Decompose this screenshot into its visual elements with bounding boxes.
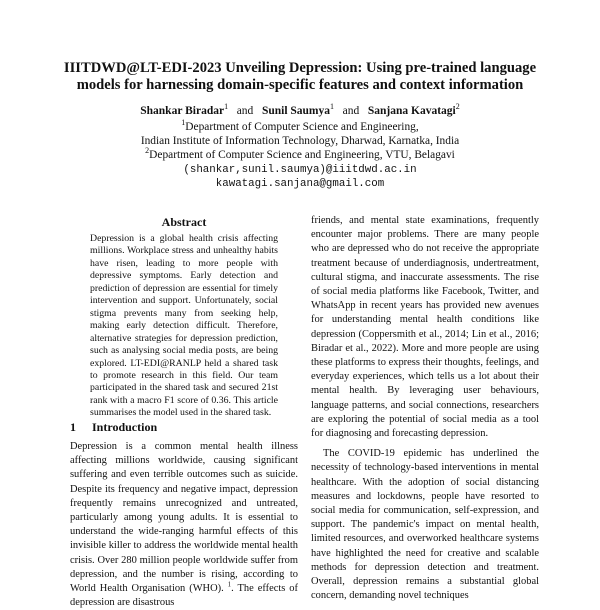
author-separator: and [236, 105, 254, 117]
section-title: Introduction [92, 420, 158, 434]
abstract-heading: Abstract [161, 215, 207, 229]
author-affiliation-mark: 1 [330, 102, 335, 112]
affiliation-mark: 2 [145, 146, 150, 156]
author-affiliation-mark: 1 [224, 102, 229, 112]
author-name: Sunil Saumya [261, 105, 331, 117]
right-paragraph-2: The COVID-19 epidemic has underlined the necessity of technology-based interventions in mental healthcare. With the adoption of social distancing measures and lockdowns, people have resorted to social media for communication, self-expression, and support. The pandemic's impact on mental health, limited resources, and overworked healthcare systems have highlighted the need for creative and scalable methods for depression detection and treatment. Overall, depression remains a substantial global concern, demanding novel techniques [311, 448, 539, 602]
paper-title [40, 60, 560, 94]
affiliation-2 [40, 148, 560, 162]
intro-text-continued: . The effects of depression are disastrous [70, 583, 298, 609]
affiliations [40, 120, 560, 191]
introduction-body: Depression is a common mental health illness affecting millions worldwide, causing significant suffering and even terrible outcomes such as suicide. Despite its frequency and negative impact, depression frequently remains unrecognized and untreated, particularly among young adults. It is essential to understand the wide-ranging harmful effects of this invisible killer to address the worldwide mental health crisis. Over 280 million people worldwide suffer from depression, and the number is rising, according to World Health Organisation (WHO). $^1$. The effects of depression are disastrous [70, 441, 298, 609]
author-list [40, 104, 560, 118]
affiliation-1-line-2: Indian Institute of Information Technology, Dharwad, Karnatka, India [140, 135, 460, 148]
intro-text: Depression is a common mental health illness affecting millions worldwide, causing significant suffering and even terrible outcomes such as suicide. Despite its frequency and negative impact, depression frequently remains unrecognized and untreated, particularly among young adults. It is essential to understand the wide-ranging harmful effects of this invisible killer to address the worldwide mental health crisis. Over 280 million people worldwide suffer from depression, and the number is rising, according to World Health Organisation (WHO) [70, 441, 298, 595]
affiliation-text: Department of Computer Science and Engineering, VTU, Belagavi [149, 149, 455, 162]
title-line-2: models for harnessing domain-specific features and context information [76, 77, 524, 93]
email-line-2: kawatagi.sanjana@gmail.com [215, 177, 385, 190]
affiliation-mark: 1 [181, 118, 186, 128]
affiliation-1-line-1 [40, 120, 560, 134]
author-affiliation-mark: 2 [455, 102, 460, 112]
abstract-body: Depression is a global health crisis affecting millions. Workplace stress and unhealthy habits have risen, leading to more people with depressive symptoms. Early detection and prediction of depression are essential for timely intervention and support. Unfortunately, social stigma prevents many from seeking help, making early detection difficult. Therefore, alternative strategies for depression prediction, such as analysing social media posts, are being explored. LT-EDI@RANLP held a shared task to promote research in this field. Our team participated in the shared task and secured 21st rank with a macro F1 score of 0.36. This article summarises the model used in the shared task. [90, 233, 278, 419]
author-name: Sanjana Kavatagi [367, 105, 456, 117]
title-line-1: IIITDWD@LT-EDI-2023 Unveiling Depression: Using pre-trained language [63, 60, 537, 76]
email-line-1: (shankar,sunil.saumya)@iiitdwd.ac.in [183, 163, 417, 176]
section-number: 1 [70, 420, 76, 434]
right-column [311, 214, 539, 603]
author-separator: and [342, 105, 360, 117]
affiliation-text: Department of Computer Science and Engineering, [185, 121, 419, 133]
right-paragraph-1: friends, and mental state examinations, frequently encounter major problems. There are many people who are depressed who do not receive the appropriate treatment because of underdiagnosis, undertreatment, cultural stigma, and inaccurate assessments. The rise of social media platforms like Facebook, Twitter, and WhatsApp in recent years has provided new avenues for understanding mental health conditions like depression (Coppersmith et al., 2014; Lin et al., 2016; Biradar et al., 2022). More and more people are using these platforms to express their thoughts, feelings, and everyday experiences, which tells us a lot about their mental health. By leveraging user behaviours, language patterns, and social connections, researchers are exploring the potential of social media as a tool for diagnosing and forecasting depression. [311, 215, 539, 440]
footnote-mark: 1 [227, 580, 232, 589]
section-heading-introduction [70, 420, 157, 435]
author-name: Shankar Biradar [140, 105, 225, 117]
